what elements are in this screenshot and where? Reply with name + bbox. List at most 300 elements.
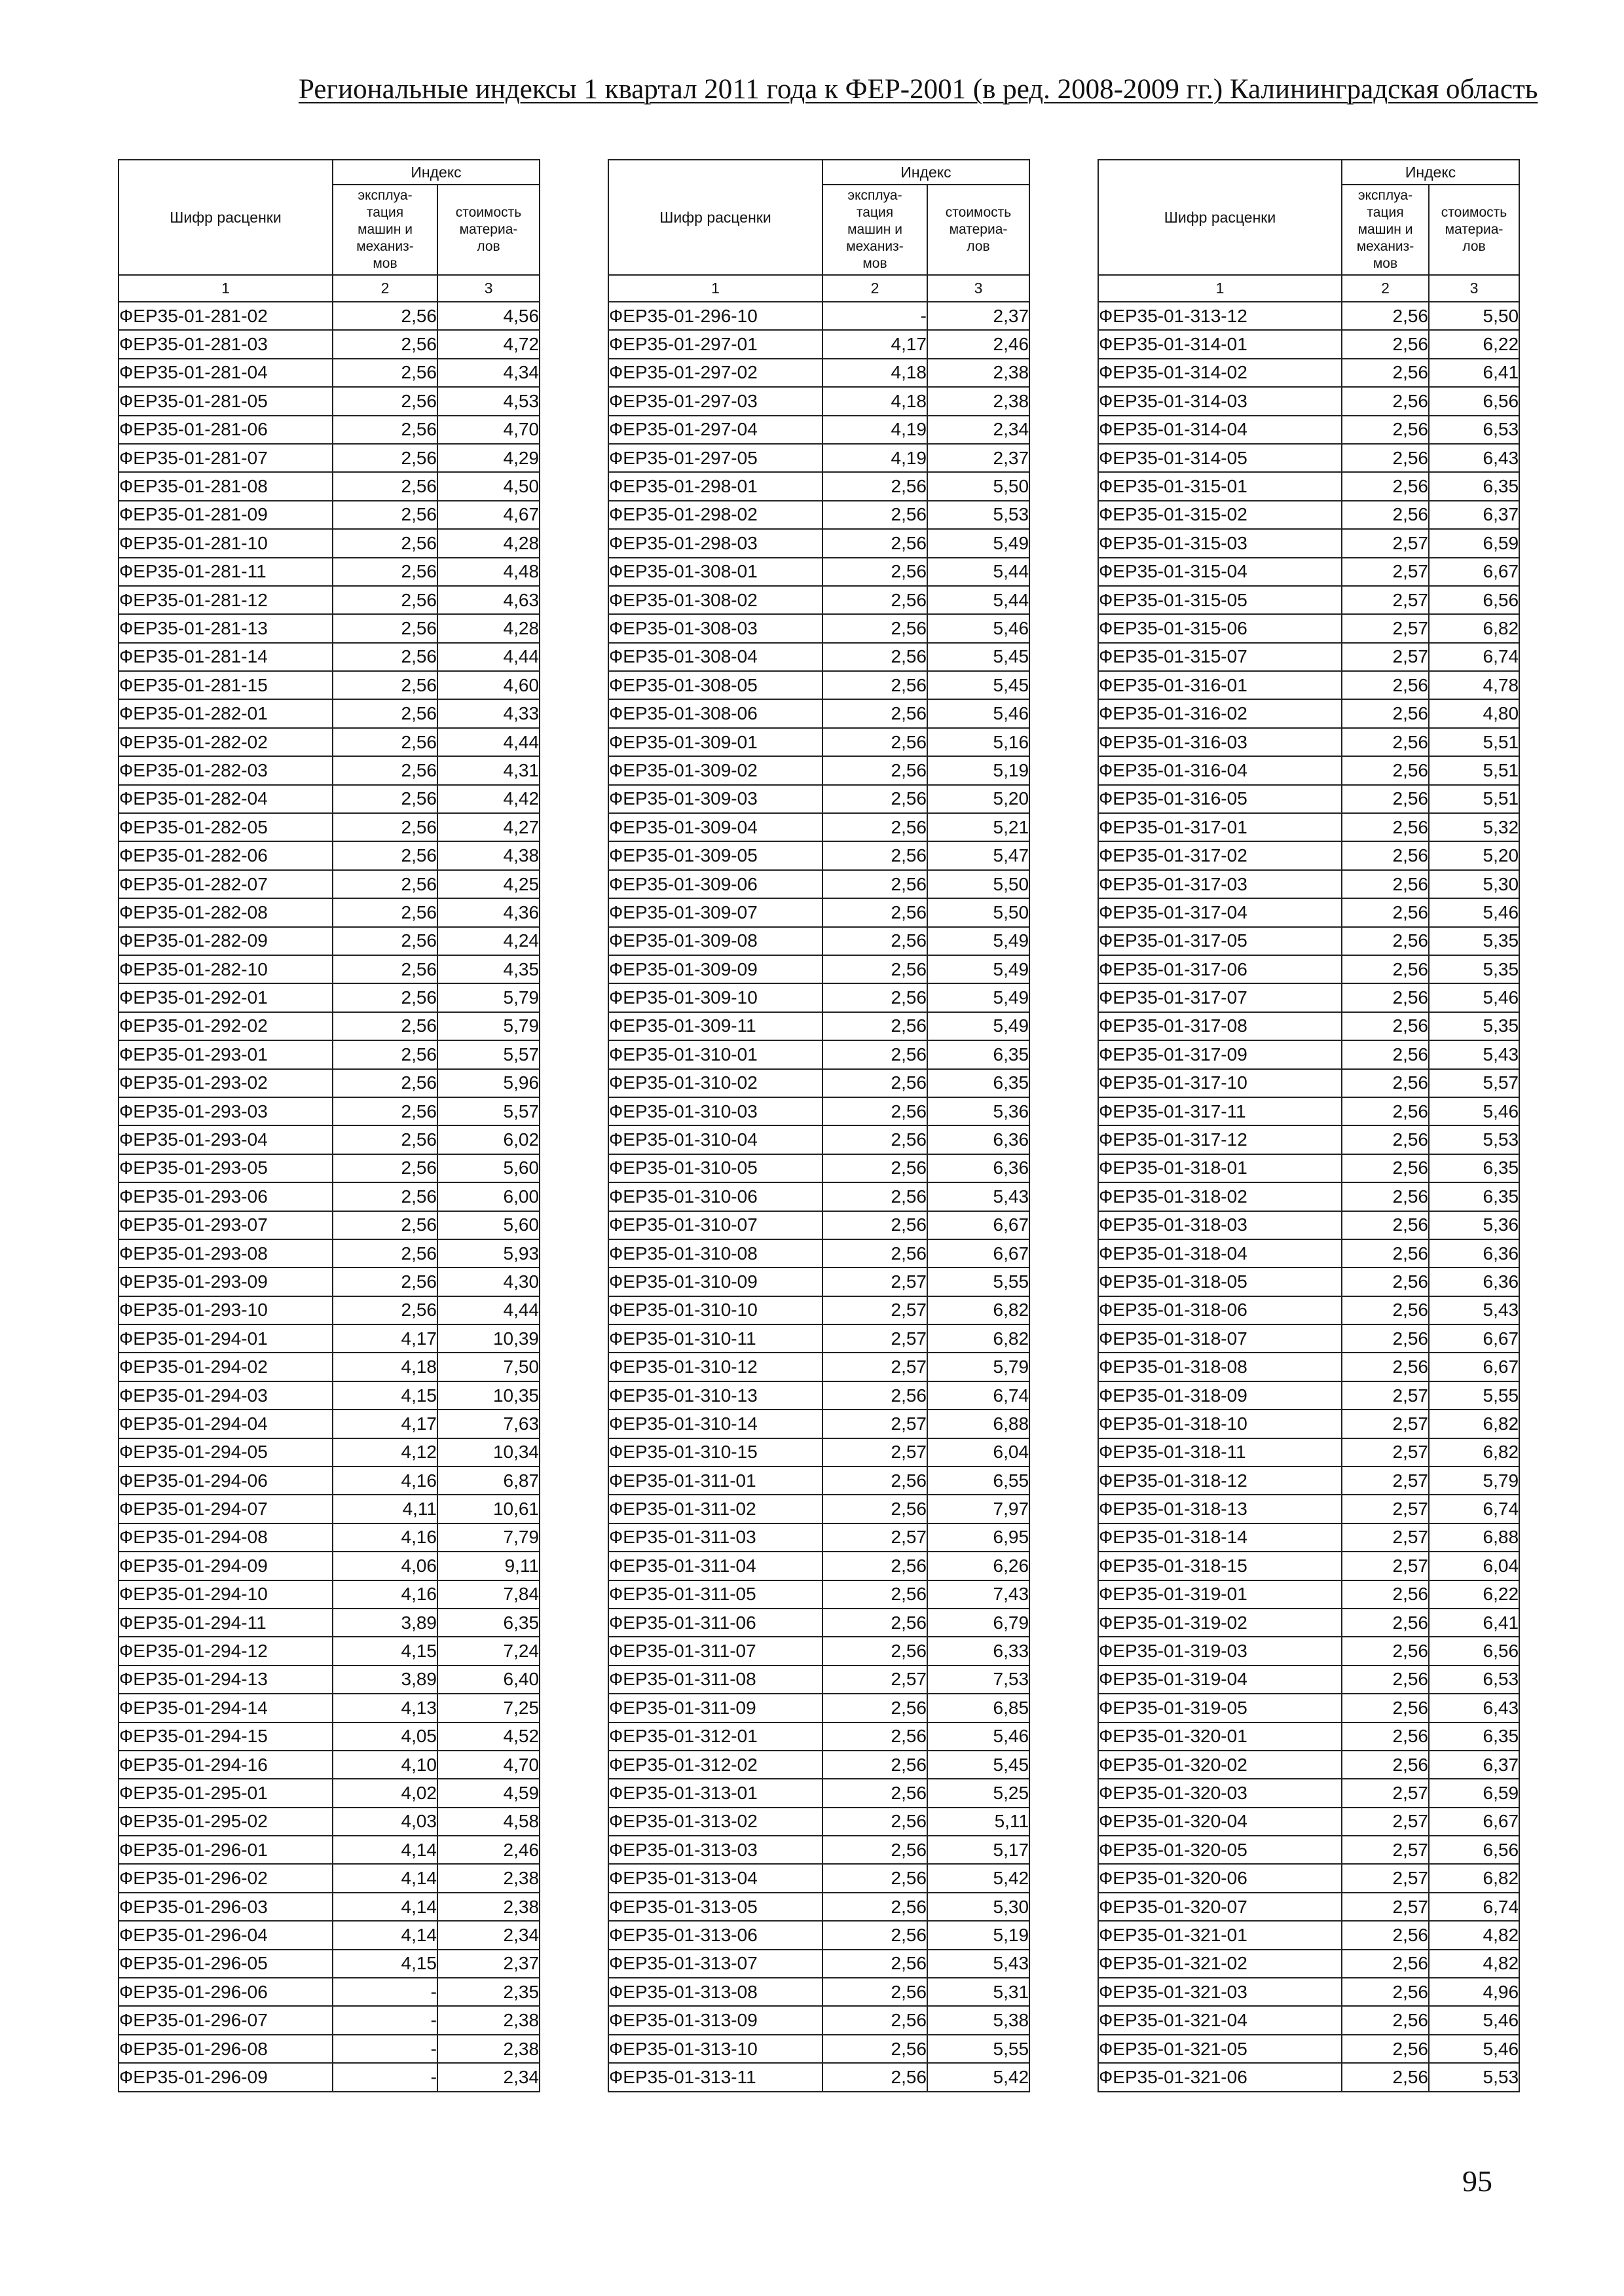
rate-code-cell: ФЕР35-01-294-13 [119,1666,333,1694]
materials-index-cell: 4,29 [437,444,540,472]
materials-index-cell: 6,43 [1429,444,1519,472]
materials-index-cell: 2,38 [437,2006,540,2034]
machines-index-cell: 2,56 [1342,1722,1429,1751]
materials-index-cell: 6,37 [1429,501,1519,529]
table-row [1098,671,1519,699]
rate-code-cell: ФЕР35-01-296-07 [119,2006,333,2034]
rate-code-cell: ФЕР35-01-297-05 [608,444,822,472]
table-row [119,1381,540,1410]
materials-index-cell: 7,53 [927,1666,1029,1694]
materials-index-cell: 5,46 [1429,898,1519,926]
machines-index-cell: 4,10 [333,1751,437,1779]
rate-code-cell: ФЕР35-01-311-06 [608,1609,822,1637]
table-row [119,1808,540,1836]
table-row [608,614,1029,642]
table-row [119,1069,540,1097]
materials-index-cell: 5,57 [437,1040,540,1068]
rate-code-cell: ФЕР35-01-315-03 [1098,529,1342,557]
machines-index-cell: 2,56 [822,1609,927,1637]
machines-index-cell: 2,57 [822,1267,927,1296]
rate-code-cell: ФЕР35-01-293-05 [119,1154,333,1182]
header-materials: стоимость материа- лов [437,185,540,275]
materials-index-cell: 5,57 [1429,1069,1519,1097]
table-row [1098,501,1519,529]
materials-index-cell: 2,34 [437,2063,540,2091]
table-row [608,472,1029,500]
materials-index-cell: 4,36 [437,898,540,926]
table-row [1098,387,1519,415]
machines-index-cell: 2,56 [1342,1921,1429,1949]
materials-index-cell: 5,11 [927,1808,1029,1836]
machines-index-cell: 2,56 [822,2035,927,2063]
table-row [608,983,1029,1011]
table-row [119,387,540,415]
rate-code-cell: ФЕР35-01-281-07 [119,444,333,472]
table-row [119,983,540,1011]
machines-index-cell: 2,56 [822,813,927,841]
table-row [608,1381,1029,1410]
machines-index-cell: 4,14 [333,1836,437,1864]
table-row [119,955,540,983]
table-row [119,1722,540,1751]
table-row [608,1552,1029,1580]
table-row [608,1239,1029,1267]
table-row [119,813,540,841]
machines-index-cell: 2,56 [333,898,437,926]
materials-index-cell: 2,35 [437,1978,540,2006]
machines-index-cell: 2,57 [1342,1808,1429,1836]
table-row [608,2006,1029,2034]
materials-index-cell: 4,30 [437,1267,540,1296]
materials-index-cell: 6,59 [1429,1779,1519,1807]
rate-code-cell: ФЕР35-01-310-02 [608,1069,822,1097]
rate-code-cell: ФЕР35-01-312-01 [608,1722,822,1751]
table-row [1098,1381,1519,1410]
materials-index-cell: 6,74 [1429,1495,1519,1523]
rate-code-cell: ФЕР35-01-313-06 [608,1921,822,1949]
table-row [1098,785,1519,813]
table-row [608,1637,1029,1665]
materials-index-cell: 6,55 [927,1467,1029,1495]
machines-index-cell: 2,56 [333,983,437,1011]
materials-index-cell: 5,25 [927,1779,1029,1807]
machines-index-cell: 2,56 [1342,1211,1429,1239]
machines-index-cell: 4,18 [822,359,927,387]
materials-index-cell: 4,63 [437,586,540,614]
machines-index-cell: 2,56 [333,1296,437,1324]
table-row [1098,1296,1519,1324]
table-row [608,841,1029,869]
rate-code-cell: ФЕР35-01-310-11 [608,1324,822,1353]
table-row [1098,1921,1519,1949]
machines-index-cell: 4,05 [333,1722,437,1751]
machines-index-cell: 2,57 [822,1324,927,1353]
rate-code-cell: ФЕР35-01-321-05 [1098,2035,1342,2063]
rate-code-cell: ФЕР35-01-281-12 [119,586,333,614]
rate-code-cell: ФЕР35-01-309-05 [608,841,822,869]
materials-index-cell: 5,43 [927,1950,1029,1978]
machines-index-cell: 2,56 [822,1580,927,1609]
rate-code-cell: ФЕР35-01-309-10 [608,983,822,1011]
table-row [1098,813,1519,841]
header-col-number-2: 2 [822,275,927,302]
rate-code-cell: ФЕР35-01-312-02 [608,1751,822,1779]
table-row [119,1893,540,1921]
table-row [1098,1864,1519,1892]
table-row [1098,1751,1519,1779]
materials-index-cell: 4,80 [1429,699,1519,727]
materials-index-cell: 5,45 [927,1751,1029,1779]
header-col-number-2: 2 [1342,275,1429,302]
rate-code-cell: ФЕР35-01-318-08 [1098,1353,1342,1381]
machines-index-cell: 2,56 [1342,472,1429,500]
table-row [119,1239,540,1267]
machines-index-cell: 2,56 [1342,1694,1429,1722]
machines-index-cell: 2,56 [1342,1751,1429,1779]
materials-index-cell: 6,74 [1429,1893,1519,1921]
table-row [1098,699,1519,727]
rate-code-cell: ФЕР35-01-310-10 [608,1296,822,1324]
machines-index-cell: 2,56 [333,416,437,444]
table-row [119,699,540,727]
machines-index-cell: 4,14 [333,1921,437,1949]
materials-index-cell: 6,87 [437,1467,540,1495]
machines-index-cell: 4,15 [333,1637,437,1665]
rate-code-cell: ФЕР35-01-294-12 [119,1637,333,1665]
machines-index-cell: 2,56 [1342,1609,1429,1637]
materials-index-cell: 7,24 [437,1637,540,1665]
machines-index-cell: 2,56 [333,529,437,557]
machines-index-cell: 2,56 [333,359,437,387]
table-row [1098,1239,1519,1267]
materials-index-cell: 4,42 [437,785,540,813]
table-row [119,1125,540,1154]
materials-index-cell: 5,51 [1429,756,1519,784]
table-row [119,416,540,444]
rate-code-cell: ФЕР35-01-281-04 [119,359,333,387]
rate-code-cell: ФЕР35-01-296-10 [608,302,822,330]
machines-index-cell: 2,56 [822,1040,927,1068]
materials-index-cell: 4,58 [437,1808,540,1836]
rate-code-cell: ФЕР35-01-294-09 [119,1552,333,1580]
machines-index-cell: 2,56 [822,1381,927,1410]
table-row [1098,1182,1519,1211]
rate-code-cell: ФЕР35-01-317-12 [1098,1125,1342,1154]
machines-index-cell: 2,56 [333,501,437,529]
machines-index-cell: 2,56 [822,1779,927,1807]
header-code: Шифр расценки [608,160,822,275]
machines-index-cell: 2,56 [333,671,437,699]
rate-code-cell: ФЕР35-01-294-08 [119,1523,333,1552]
table-row [1098,1552,1519,1580]
rate-code-cell: ФЕР35-01-318-07 [1098,1324,1342,1353]
rate-code-cell: ФЕР35-01-281-03 [119,330,333,358]
materials-index-cell: 7,50 [437,1353,540,1381]
rate-code-cell: ФЕР35-01-282-08 [119,898,333,926]
machines-index-cell: 2,56 [1342,2035,1429,2063]
table-row [119,671,540,699]
rate-code-cell: ФЕР35-01-293-10 [119,1296,333,1324]
table-row [1098,1978,1519,2006]
machines-index-cell: 2,56 [822,728,927,756]
rate-code-cell: ФЕР35-01-282-04 [119,785,333,813]
rate-code-cell: ФЕР35-01-281-13 [119,614,333,642]
rate-code-cell: ФЕР35-01-310-14 [608,1410,822,1438]
materials-index-cell: 5,49 [927,529,1029,557]
materials-index-cell: 6,74 [927,1381,1029,1410]
rate-code-cell: ФЕР35-01-294-16 [119,1751,333,1779]
machines-index-cell: 2,56 [1342,1012,1429,1040]
materials-index-cell: 6,35 [1429,1722,1519,1751]
rate-code-cell: ФЕР35-01-315-02 [1098,501,1342,529]
rate-code-cell: ФЕР35-01-309-09 [608,955,822,983]
materials-index-cell: 6,04 [1429,1552,1519,1580]
materials-index-cell: 5,44 [927,558,1029,586]
rate-code-cell: ФЕР35-01-320-05 [1098,1836,1342,1864]
rate-code-cell: ФЕР35-01-296-08 [119,2035,333,2063]
header-machines: эксплуа- тация машин и механиз- мов [333,185,437,275]
rate-code-cell: ФЕР35-01-318-10 [1098,1410,1342,1438]
machines-index-cell: 2,56 [822,472,927,500]
machines-index-cell: 2,57 [1342,1779,1429,1807]
rate-code-cell: ФЕР35-01-294-14 [119,1694,333,1722]
machines-index-cell: 2,57 [1342,1552,1429,1580]
machines-index-cell: 2,56 [333,699,437,727]
machines-index-cell: 2,56 [333,728,437,756]
rate-code-cell: ФЕР35-01-315-07 [1098,643,1342,671]
rate-code-cell: ФЕР35-01-281-02 [119,302,333,330]
machines-index-cell: 2,56 [822,1637,927,1665]
machines-index-cell: 4,15 [333,1381,437,1410]
rate-code-cell: ФЕР35-01-298-03 [608,529,822,557]
materials-index-cell: 6,88 [1429,1523,1519,1552]
materials-index-cell: 4,44 [437,643,540,671]
machines-index-cell: 2,56 [1342,927,1429,955]
materials-index-cell: 7,97 [927,1495,1029,1523]
rate-code-cell: ФЕР35-01-313-04 [608,1864,822,1892]
table-row [608,1808,1029,1836]
table-row [119,1296,540,1324]
materials-index-cell: 4,31 [437,756,540,784]
rate-code-cell: ФЕР35-01-318-06 [1098,1296,1342,1324]
materials-index-cell: 5,21 [927,813,1029,841]
table-row [608,1609,1029,1637]
table-row [608,785,1029,813]
rate-code-cell: ФЕР35-01-310-05 [608,1154,822,1182]
table-row [608,444,1029,472]
table-row [1098,1893,1519,1921]
rate-code-cell: ФЕР35-01-310-12 [608,1353,822,1381]
materials-index-cell: 4,35 [437,955,540,983]
table-row [119,444,540,472]
materials-index-cell: 2,37 [927,444,1029,472]
table-row [119,302,540,330]
materials-index-cell: 4,44 [437,728,540,756]
machines-index-cell: 2,56 [822,699,927,727]
table-row [608,699,1029,727]
table-row [608,1580,1029,1609]
table-row [608,1751,1029,1779]
table-row [608,1694,1029,1722]
materials-index-cell: 6,22 [1429,1580,1519,1609]
rate-code-cell: ФЕР35-01-321-06 [1098,2063,1342,2091]
table-row [608,1950,1029,1978]
machines-index-cell: 2,56 [333,1211,437,1239]
materials-index-cell: 6,82 [927,1296,1029,1324]
materials-index-cell: 6,35 [1429,1182,1519,1211]
table-row [119,1467,540,1495]
table-row [608,1296,1029,1324]
materials-index-cell: 5,53 [1429,1125,1519,1154]
machines-index-cell: 2,56 [333,1239,437,1267]
machines-index-cell: 4,16 [333,1467,437,1495]
table-row [1098,614,1519,642]
materials-index-cell: 5,16 [927,728,1029,756]
machines-index-cell: 2,56 [1342,359,1429,387]
machines-index-cell: 2,56 [822,1097,927,1125]
materials-index-cell: 2,38 [927,387,1029,415]
rate-code-cell: ФЕР35-01-313-12 [1098,302,1342,330]
rate-code-cell: ФЕР35-01-292-02 [119,1012,333,1040]
table-row [119,1864,540,1892]
materials-index-cell: 2,38 [437,1864,540,1892]
machines-index-cell: 2,56 [333,330,437,358]
rate-code-cell: ФЕР35-01-282-06 [119,841,333,869]
table-row [119,1267,540,1296]
rate-code-cell: ФЕР35-01-317-10 [1098,1069,1342,1097]
table-row [608,1211,1029,1239]
rate-code-cell: ФЕР35-01-321-04 [1098,2006,1342,2034]
table-row [1098,1808,1519,1836]
rate-code-cell: ФЕР35-01-297-03 [608,387,822,415]
materials-index-cell: 6,82 [1429,1410,1519,1438]
machines-index-cell: 2,56 [1342,785,1429,813]
rate-code-cell: ФЕР35-01-295-01 [119,1779,333,1807]
rate-code-cell: ФЕР35-01-282-07 [119,870,333,898]
rate-code-cell: ФЕР35-01-318-13 [1098,1495,1342,1523]
table-row [608,927,1029,955]
materials-index-cell: 4,82 [1429,1921,1519,1949]
rate-code-cell: ФЕР35-01-318-12 [1098,1467,1342,1495]
rate-code-cell: ФЕР35-01-281-09 [119,501,333,529]
table-row [1098,756,1519,784]
machines-index-cell: 2,56 [333,927,437,955]
machines-index-cell: 2,56 [1342,416,1429,444]
materials-index-cell: 6,82 [927,1324,1029,1353]
machines-index-cell: 2,56 [333,387,437,415]
machines-index-cell: 2,56 [333,643,437,671]
header-col-number-1: 1 [608,275,822,302]
rate-code-cell: ФЕР35-01-297-04 [608,416,822,444]
table-row [119,2006,540,2034]
materials-index-cell: 6,00 [437,1182,540,1211]
machines-index-cell: 2,56 [1342,1353,1429,1381]
rate-code-cell: ФЕР35-01-313-09 [608,2006,822,2034]
rate-code-cell: ФЕР35-01-309-08 [608,927,822,955]
machines-index-cell: - [333,2035,437,2063]
materials-index-cell: 5,46 [927,1722,1029,1751]
machines-index-cell: 2,57 [822,1523,927,1552]
machines-index-cell: 4,02 [333,1779,437,1807]
materials-index-cell: 4,67 [437,501,540,529]
rate-code-cell: ФЕР35-01-309-03 [608,785,822,813]
table-row [1098,983,1519,1011]
table-row [1098,1637,1519,1665]
materials-index-cell: 5,36 [1429,1211,1519,1239]
index-table-middle [608,159,1030,2092]
machines-index-cell: 2,56 [1342,2063,1429,2091]
machines-index-cell: 2,57 [1342,1864,1429,1892]
table-row [1098,841,1519,869]
machines-index-cell: 2,56 [822,529,927,557]
materials-index-cell: 10,35 [437,1381,540,1410]
machines-index-cell: 2,56 [822,1069,927,1097]
machines-index-cell: 2,56 [822,1722,927,1751]
table-row [1098,359,1519,387]
rate-code-cell: ФЕР35-01-316-05 [1098,785,1342,813]
materials-index-cell: 6,67 [1429,1353,1519,1381]
rate-code-cell: ФЕР35-01-298-02 [608,501,822,529]
machines-index-cell: 2,56 [822,2063,927,2091]
header-col-number-1: 1 [119,275,333,302]
rate-code-cell: ФЕР35-01-310-07 [608,1211,822,1239]
materials-index-cell: 6,67 [1429,1808,1519,1836]
machines-index-cell: 2,56 [1342,1182,1429,1211]
materials-index-cell: 5,46 [927,699,1029,727]
materials-index-cell: 9,11 [437,1552,540,1580]
machines-index-cell: 2,56 [333,756,437,784]
rate-code-cell: ФЕР35-01-319-05 [1098,1694,1342,1722]
rate-code-cell: ФЕР35-01-308-06 [608,699,822,727]
rate-code-cell: ФЕР35-01-281-14 [119,643,333,671]
machines-index-cell: 2,56 [1342,813,1429,841]
machines-index-cell: 2,57 [1342,614,1429,642]
machines-index-cell: 2,56 [822,841,927,869]
materials-index-cell: 6,85 [927,1694,1029,1722]
materials-index-cell: 5,17 [927,1836,1029,1864]
materials-index-cell: 5,46 [927,614,1029,642]
machines-index-cell: 2,56 [822,1978,927,2006]
materials-index-cell: 6,59 [1429,529,1519,557]
machines-index-cell: 2,56 [333,1154,437,1182]
materials-index-cell: 5,30 [927,1893,1029,1921]
header-col-number-3: 3 [927,275,1029,302]
machines-index-cell: 2,57 [822,1410,927,1438]
table-row [1098,586,1519,614]
materials-index-cell: 4,24 [437,927,540,955]
materials-index-cell: 2,37 [437,1950,540,1978]
rate-code-cell: ФЕР35-01-293-02 [119,1069,333,1097]
table-row [608,586,1029,614]
table-row [119,1154,540,1182]
table-row [119,1666,540,1694]
materials-index-cell: 5,19 [927,1921,1029,1949]
table-row [119,1751,540,1779]
table-row [119,785,540,813]
machines-index-cell: 4,18 [822,387,927,415]
table-row [1098,558,1519,586]
materials-index-cell: 6,67 [1429,1324,1519,1353]
materials-index-cell: 5,60 [437,1154,540,1182]
materials-index-cell: 5,43 [1429,1040,1519,1068]
materials-index-cell: 2,34 [437,1921,540,1949]
materials-index-cell: 7,63 [437,1410,540,1438]
materials-index-cell: 4,59 [437,1779,540,1807]
materials-index-cell: 7,43 [927,1580,1029,1609]
materials-index-cell: 2,34 [927,416,1029,444]
rate-code-cell: ФЕР35-01-317-03 [1098,870,1342,898]
table-row [608,1012,1029,1040]
